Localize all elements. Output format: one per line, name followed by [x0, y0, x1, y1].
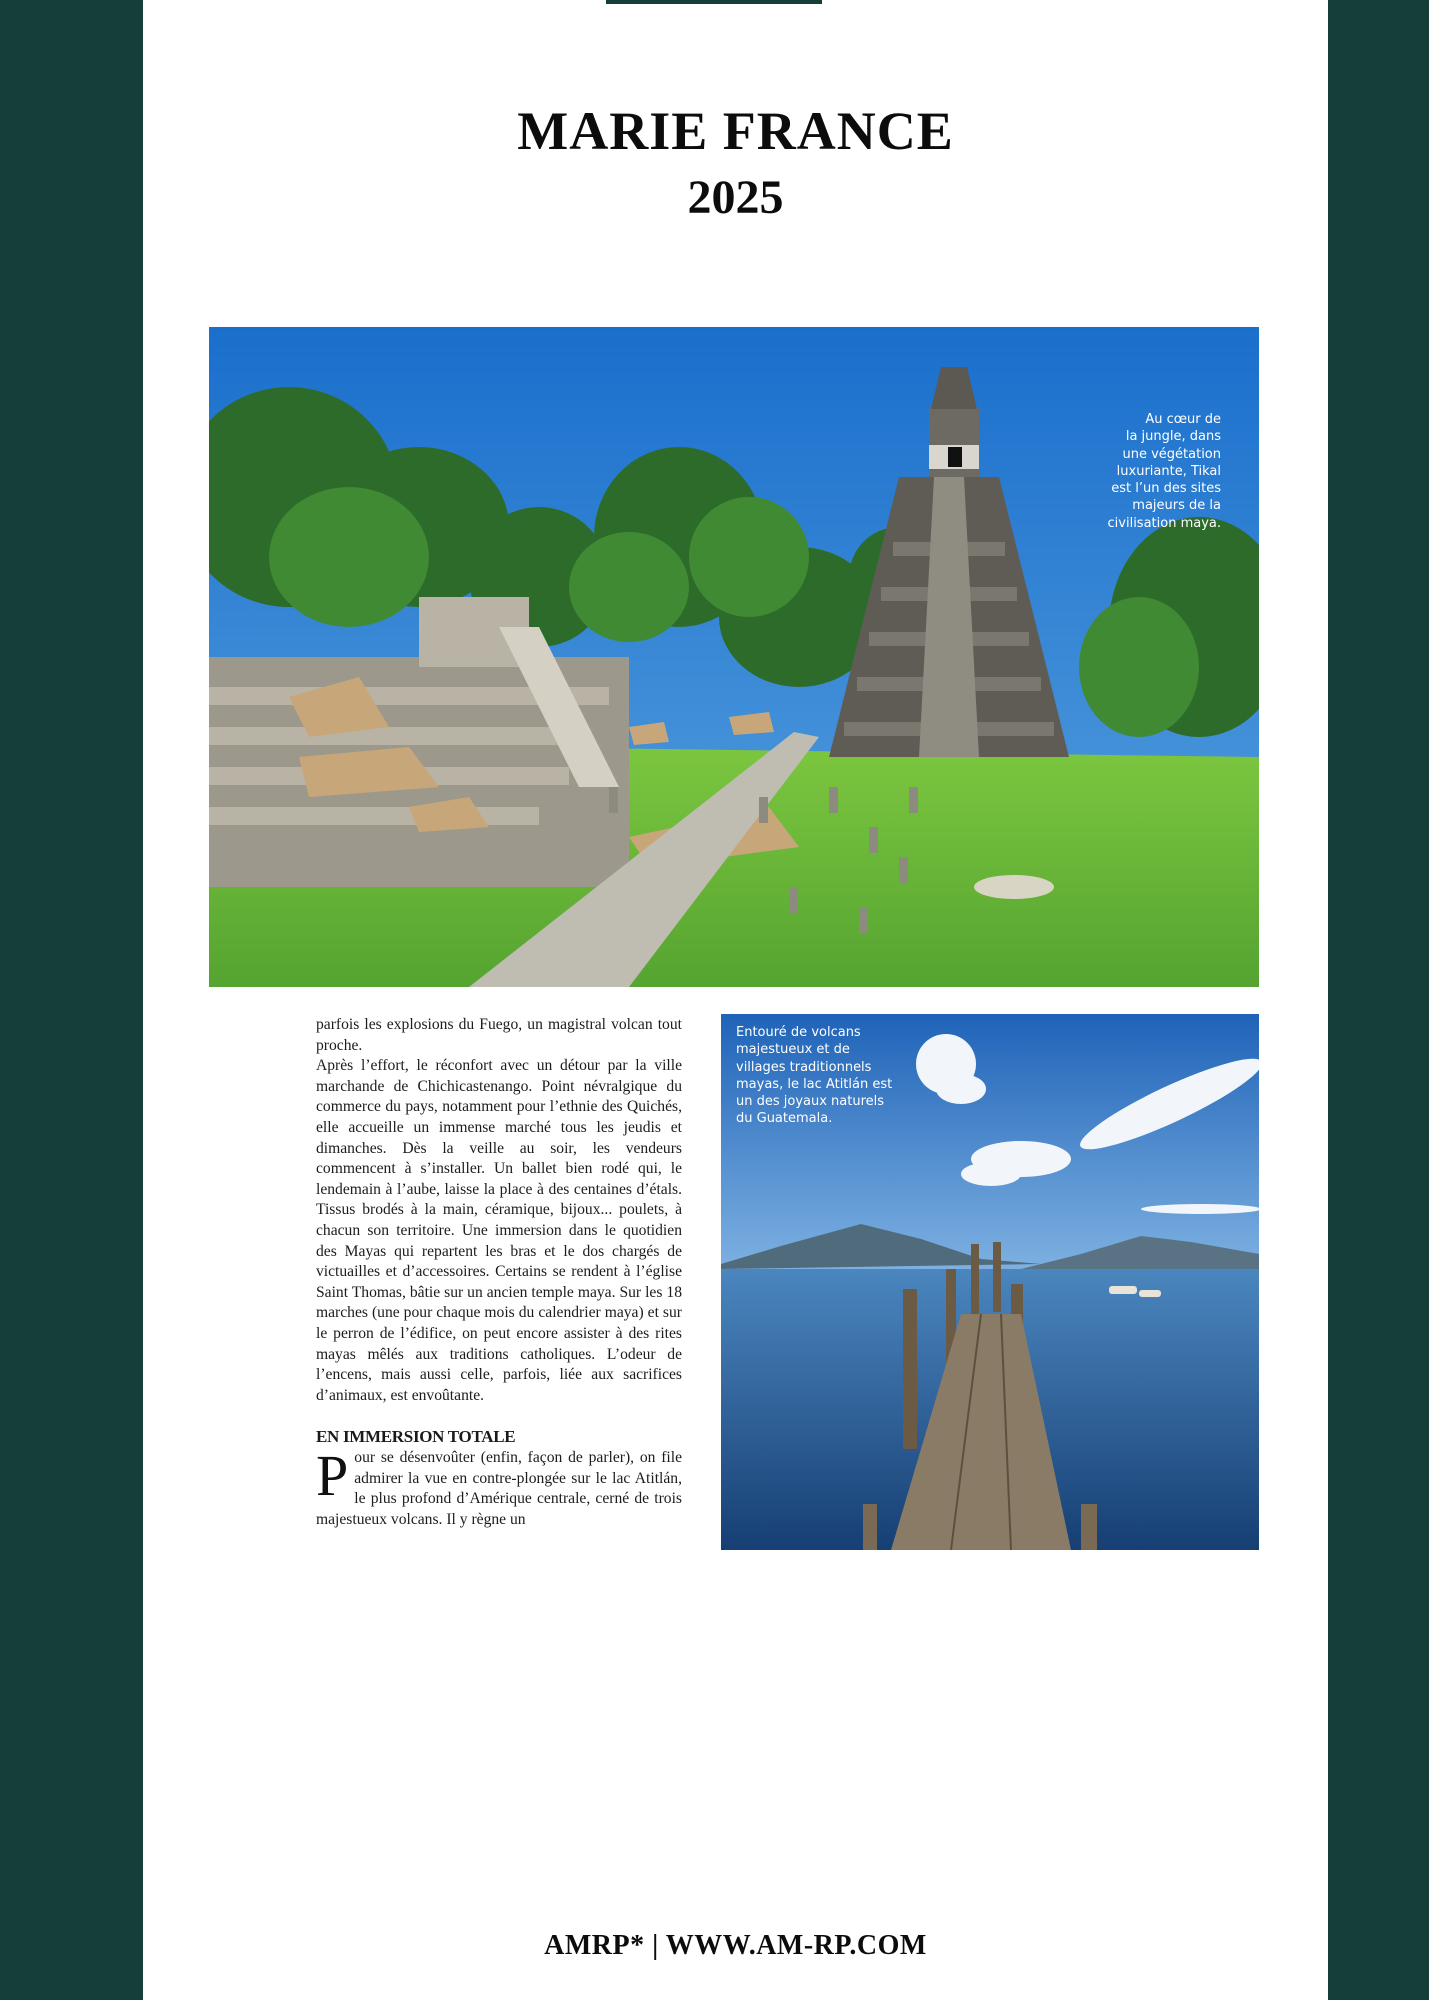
section-heading: EN IMMERSION TOTALE — [316, 1427, 516, 1447]
top-accent-bar — [606, 0, 822, 4]
tikal-photo-caption: Au cœur de la jungle, dans une végétation luxuriante, Tikal est l’un des sites majeurs de la civilisation maya. — [1107, 412, 1221, 531]
lake-photo-caption: Entouré de volcans majestueux et de villages traditionnels mayas, le lac Atitlán est un des joyaux naturels du Guatemala. — [736, 1025, 893, 1127]
lake-atitlan-photo — [721, 1014, 1259, 1550]
publication-year: 2025 — [687, 171, 784, 224]
tikal-photo — [209, 327, 1259, 987]
article-body — [316, 1015, 682, 1531]
article-paragraph-text: our se désenvoûter (enfin, façon de parler), on file admirer la vue en contre-plongée sur le lac Atitlán, le plus profond d’Amérique centrale, cerné de trois majestueux volcans. Il y règne un — [316, 1449, 682, 1529]
article-paragraph: Après l’effort, le réconfort avec un détour par la ville marchande de Chichicastenango. Point névralgique du commerce du pays, notamment pour l’ethnie des Quichés, elle accueille un immense marché tous les jeudis et dimanches. Dès la veille au soir, les vendeurs commencent à s’installer. Un ballet bien rodé qui, le lendemain à l’aube, laisse la place à des centaines d’étals. Tissus brodés à la main, céramique, bijoux... poulets, à chacun son territoire. Une immersion dans le quotidien des Mayas qui repartent les bras et le dos chargés de victuailles et d’accessoires. Certains se rendent à l’église Saint Thomas, bâtie sur un ancien temple maya. Sur les 18 marches (une pour chaque mois du calendrier maya) et sur le perron de l’édifice, on peut encore assister à des rites mayas mêlés aux traditions catholiques. L’odeur de l’encens, mais aussi celle, parfois, liée aux sacrifices d’animaux, est envoûtante. — [316, 1057, 682, 1404]
footer-link[interactable]: AMRP* | WWW.AM-RP.COM — [544, 1930, 927, 1961]
article-paragraph — [316, 1443, 682, 1530]
drop-cap: P — [316, 1443, 349, 1509]
article-paragraph: parfois les explosions du Fuego, un magistral volcan tout proche. — [316, 1016, 682, 1054]
publication-title: MARIE FRANCE — [517, 101, 954, 161]
magazine-page — [143, 0, 1328, 2000]
